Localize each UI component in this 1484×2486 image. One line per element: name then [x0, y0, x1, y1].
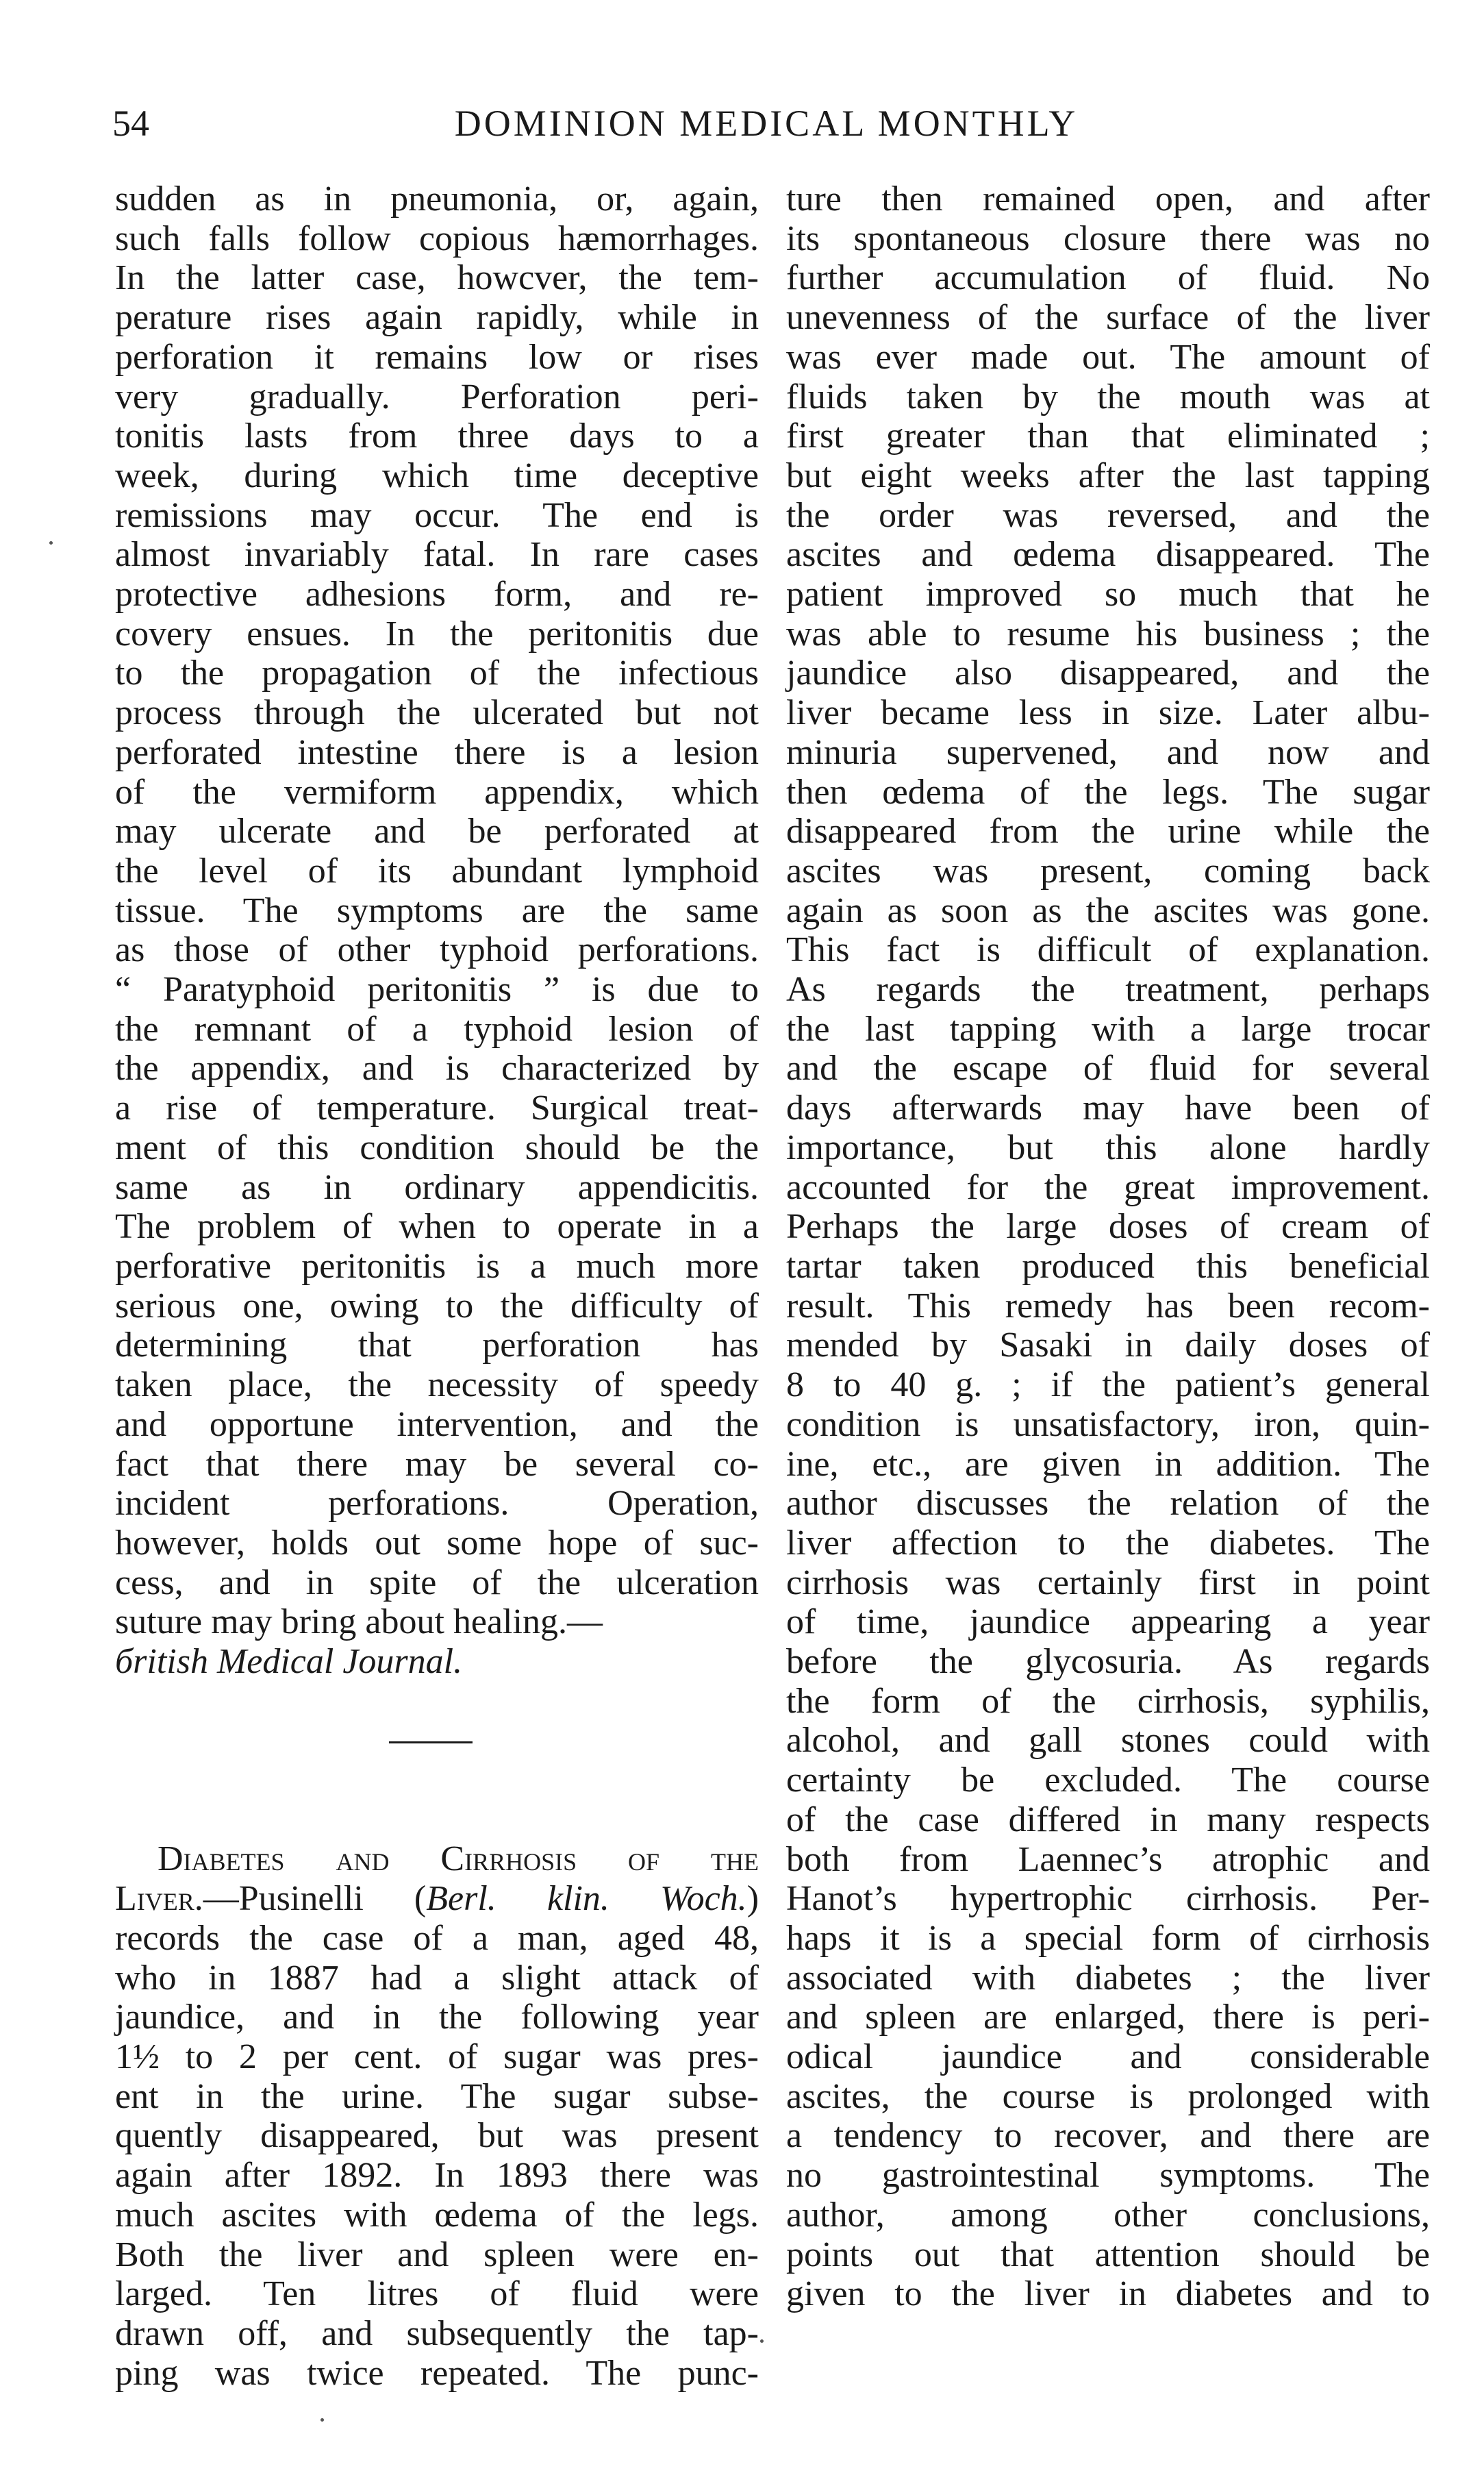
text-line: was able to resume his business ; the	[786, 614, 1430, 654]
text-line: remissions may occur. The end is	[115, 495, 759, 535]
text-line: This fact is difficult of explanation.	[786, 930, 1430, 970]
text-line: process through the ulcerated but not	[115, 693, 759, 733]
speck	[49, 541, 53, 545]
spacer	[115, 1761, 759, 1800]
text-line: then œdema of the legs. The sugar	[786, 772, 1430, 812]
text-line: protective adhesions form, and re-	[115, 575, 759, 614]
text-line: incident perforations. Operation,	[115, 1484, 759, 1524]
text-line: of the vermiform appendix, which	[115, 772, 759, 812]
text-line: sudden as in pneumonia, or, again,	[115, 179, 759, 219]
text-line: In the latter case, howcver, the tem-	[115, 258, 759, 298]
text-line: associated with diabetes ; the liver	[786, 1958, 1430, 1998]
text-line: accounted for the great improvement.	[786, 1167, 1430, 1207]
text-line: the last tapping with a large trocar	[786, 1009, 1430, 1049]
text-line: and spleen are enlarged, there is peri-	[786, 1998, 1430, 2037]
text-line: taken place, the necessity of speedy	[115, 1365, 759, 1405]
section-divider	[115, 1721, 759, 1761]
text-line: and opportune intervention, and the	[115, 1404, 759, 1444]
text-line: very gradually. Perforation peri-	[115, 377, 759, 417]
text-line: the form of the cirrhosis, syphilis,	[786, 1681, 1430, 1721]
text-line: tartar taken produced this beneficial	[786, 1246, 1430, 1286]
text-line: of time, jaundice appearing a year	[786, 1602, 1430, 1642]
text-line: days afterwards may have been of	[786, 1089, 1430, 1128]
text-line: perature rises again rapidly, while in	[115, 298, 759, 338]
text-line: alcohol, and gall stones could with	[786, 1721, 1430, 1761]
text-line: week, during which time deceptive	[115, 456, 759, 495]
text-line: condition is unsatisfactory, iron, quin-	[786, 1404, 1430, 1444]
text-line: the level of its abundant lymphoid	[115, 851, 759, 891]
text-line: however, holds out some hope of suc-	[115, 1523, 759, 1563]
article-title-continued	[115, 1879, 759, 1919]
right-column	[786, 179, 1430, 2314]
text-line: ent in the urine. The sugar subse-	[115, 2076, 759, 2116]
text-line: as those of other typhoid perforations.	[115, 930, 759, 970]
text-line: the order was reversed, and the	[786, 495, 1430, 535]
text-line: perforated intestine there is a lesion	[115, 732, 759, 772]
text-line: a rise of temperature. Surgical treat-	[115, 1089, 759, 1128]
text-line: importance, but this alone hardly	[786, 1128, 1430, 1167]
text-line: ascites and œdema disappeared. The	[786, 535, 1430, 575]
text-line: both from Laennec’s atrophic and	[786, 1839, 1430, 1879]
text-line: but eight weeks after the last tapping	[786, 456, 1430, 495]
text-line: may ulcerate and be perforated at	[115, 812, 759, 852]
text-line: ture then remained open, and after	[786, 179, 1430, 219]
text-line: jaundice also disappeared, and the	[786, 654, 1430, 693]
text-line: cess, and in spite of the ulceration	[115, 1563, 759, 1602]
reference-close: )	[746, 1879, 759, 1919]
text-line: cirrhosis was certainly first in point	[786, 1563, 1430, 1602]
text-line: given to the liver in diabetes and to	[786, 2274, 1430, 2314]
text-line: odical jaundice and considerable	[786, 2037, 1430, 2077]
spacer	[115, 1682, 759, 1721]
text-line: perforative peritonitis is a much more	[115, 1246, 759, 1286]
text-line: drawn off, and subsequently the tap-	[115, 2313, 759, 2353]
text-line: points out that attention should be	[786, 2235, 1430, 2274]
text-line: ascites was present, coming back	[786, 851, 1430, 891]
text-line: ascites, the course is prolonged with	[786, 2076, 1430, 2116]
text-line: perforation it remains low or rises	[115, 337, 759, 377]
text-line: fact that there may be several co-	[115, 1444, 759, 1484]
author-intro: —Pusinelli (	[203, 1879, 427, 1919]
page-header	[112, 96, 1420, 151]
text-line: larged. Ten litres of fluid were	[115, 2274, 759, 2314]
text-line: ping was twice repeated. The punc-	[115, 2353, 759, 2393]
text-line: liver became less in size. Later albu-	[786, 693, 1430, 733]
running-head: DOMINION MEDICAL MONTHLY	[454, 103, 1079, 144]
diabetes-paragraph-continued	[786, 179, 1430, 2314]
text-line: serious one, owing to the difficulty of	[115, 1286, 759, 1326]
text-line: again after 1892. In 1893 there was	[115, 2156, 759, 2196]
text-line: of the case differed in many respects	[786, 1800, 1430, 1839]
text-line: author discusses the relation of the	[786, 1484, 1430, 1524]
divider-rule	[389, 1741, 473, 1743]
text-line: first greater than that eliminated ;	[786, 417, 1430, 456]
text-line: Perhaps the large doses of cream of	[786, 1207, 1430, 1247]
text-line: a tendency to recover, and there are	[786, 2116, 1430, 2156]
text-line: The problem of when to operate in a	[115, 1207, 759, 1247]
text-line: author, among other conclusions,	[786, 2195, 1430, 2235]
text-line: suture may bring about healing.—	[115, 1602, 603, 1642]
text-line: 8 to 40 g. ; if the patient’s general	[786, 1365, 1430, 1405]
text-line: and the escape of fluid for several	[786, 1049, 1430, 1089]
text-line: such falls follow copious hæmorrhages.	[115, 219, 759, 258]
text-line: patient improved so much that he	[786, 575, 1430, 614]
source-citation: бritish Medical Journal.	[115, 1642, 463, 1682]
article-title-liver: Liver.	[115, 1879, 203, 1919]
article-title: Diabetes and Cirrhosis of the	[158, 1839, 759, 1879]
text-line: “ Paratyphoid peritonitis ” is due to	[115, 970, 759, 1010]
text-line: ine, etc., are given in addition. The	[786, 1444, 1430, 1484]
text-line: tonitis lasts from three days to a	[115, 417, 759, 456]
text-line: quently disappeared, but was present	[115, 2116, 759, 2156]
left-column	[115, 179, 759, 2393]
text-line: the remnant of a typhoid lesion of	[115, 1009, 759, 1049]
text-line: much ascites with œdema of the legs.	[115, 2195, 759, 2235]
text-line: tissue. The symptoms are the same	[115, 891, 759, 930]
journal-reference: Berl. klin. Woch.	[426, 1879, 747, 1919]
text-line: covery ensues. In the peritonitis due	[115, 614, 759, 654]
text-line: unevenness of the surface of the liver	[786, 298, 1430, 338]
text-line: again as soon as the ascites was gone.	[786, 891, 1430, 930]
text-line: further accumulation of fluid. No	[786, 258, 1430, 298]
text-line: no gastrointestinal symptoms. The	[786, 2156, 1430, 2196]
paratyphoid-paragraph	[115, 179, 759, 1642]
text-line: disappeared from the urine while the	[786, 812, 1430, 852]
text-line: result. This remedy has been recom-	[786, 1286, 1430, 1326]
text-line: minuria supervened, and now and	[786, 732, 1430, 772]
text-line: who in 1887 had a slight attack of	[115, 1958, 759, 1998]
text-line: to the propagation of the infectious	[115, 654, 759, 693]
text-line: before the glycosuria. As regards	[786, 1642, 1430, 1682]
diabetes-paragraph	[115, 1919, 759, 2393]
page-number: 54	[112, 103, 149, 144]
text-line: records the case of a man, aged 48,	[115, 1918, 759, 1958]
text-line: haps it is a special form of cirrhosis	[786, 1918, 1430, 1958]
text-line: almost invariably fatal. In rare cases	[115, 535, 759, 575]
text-line: ment of this condition should be the	[115, 1128, 759, 1167]
text-line: Hanot’s hypertrophic cirrhosis. Per-	[786, 1879, 1430, 1919]
text-line: was ever made out. The amount of	[786, 337, 1430, 377]
text-line: liver affection to the diabetes. The	[786, 1523, 1430, 1563]
text-line: determining that perforation has	[115, 1326, 759, 1365]
text-line: same as in ordinary appendicitis.	[115, 1167, 759, 1207]
text-line: mended by Sasaki in daily doses of	[786, 1326, 1430, 1365]
text-line: its spontaneous closure there was no	[786, 219, 1430, 258]
text-line: Both the liver and spleen were en-	[115, 2235, 759, 2274]
spacer	[115, 1800, 759, 1840]
text-line: fluids taken by the mouth was at	[786, 377, 1430, 417]
text-line: 1½ to 2 per cent. of sugar was pres-	[115, 2037, 759, 2076]
speck	[320, 2418, 324, 2422]
text-line: the appendix, and is characterized by	[115, 1049, 759, 1089]
text-line: jaundice, and in the following year	[115, 1998, 759, 2037]
text-line: As regards the treatment, perhaps	[786, 970, 1430, 1010]
text-line: certainty be excluded. The course	[786, 1761, 1430, 1800]
speck	[760, 2339, 764, 2343]
